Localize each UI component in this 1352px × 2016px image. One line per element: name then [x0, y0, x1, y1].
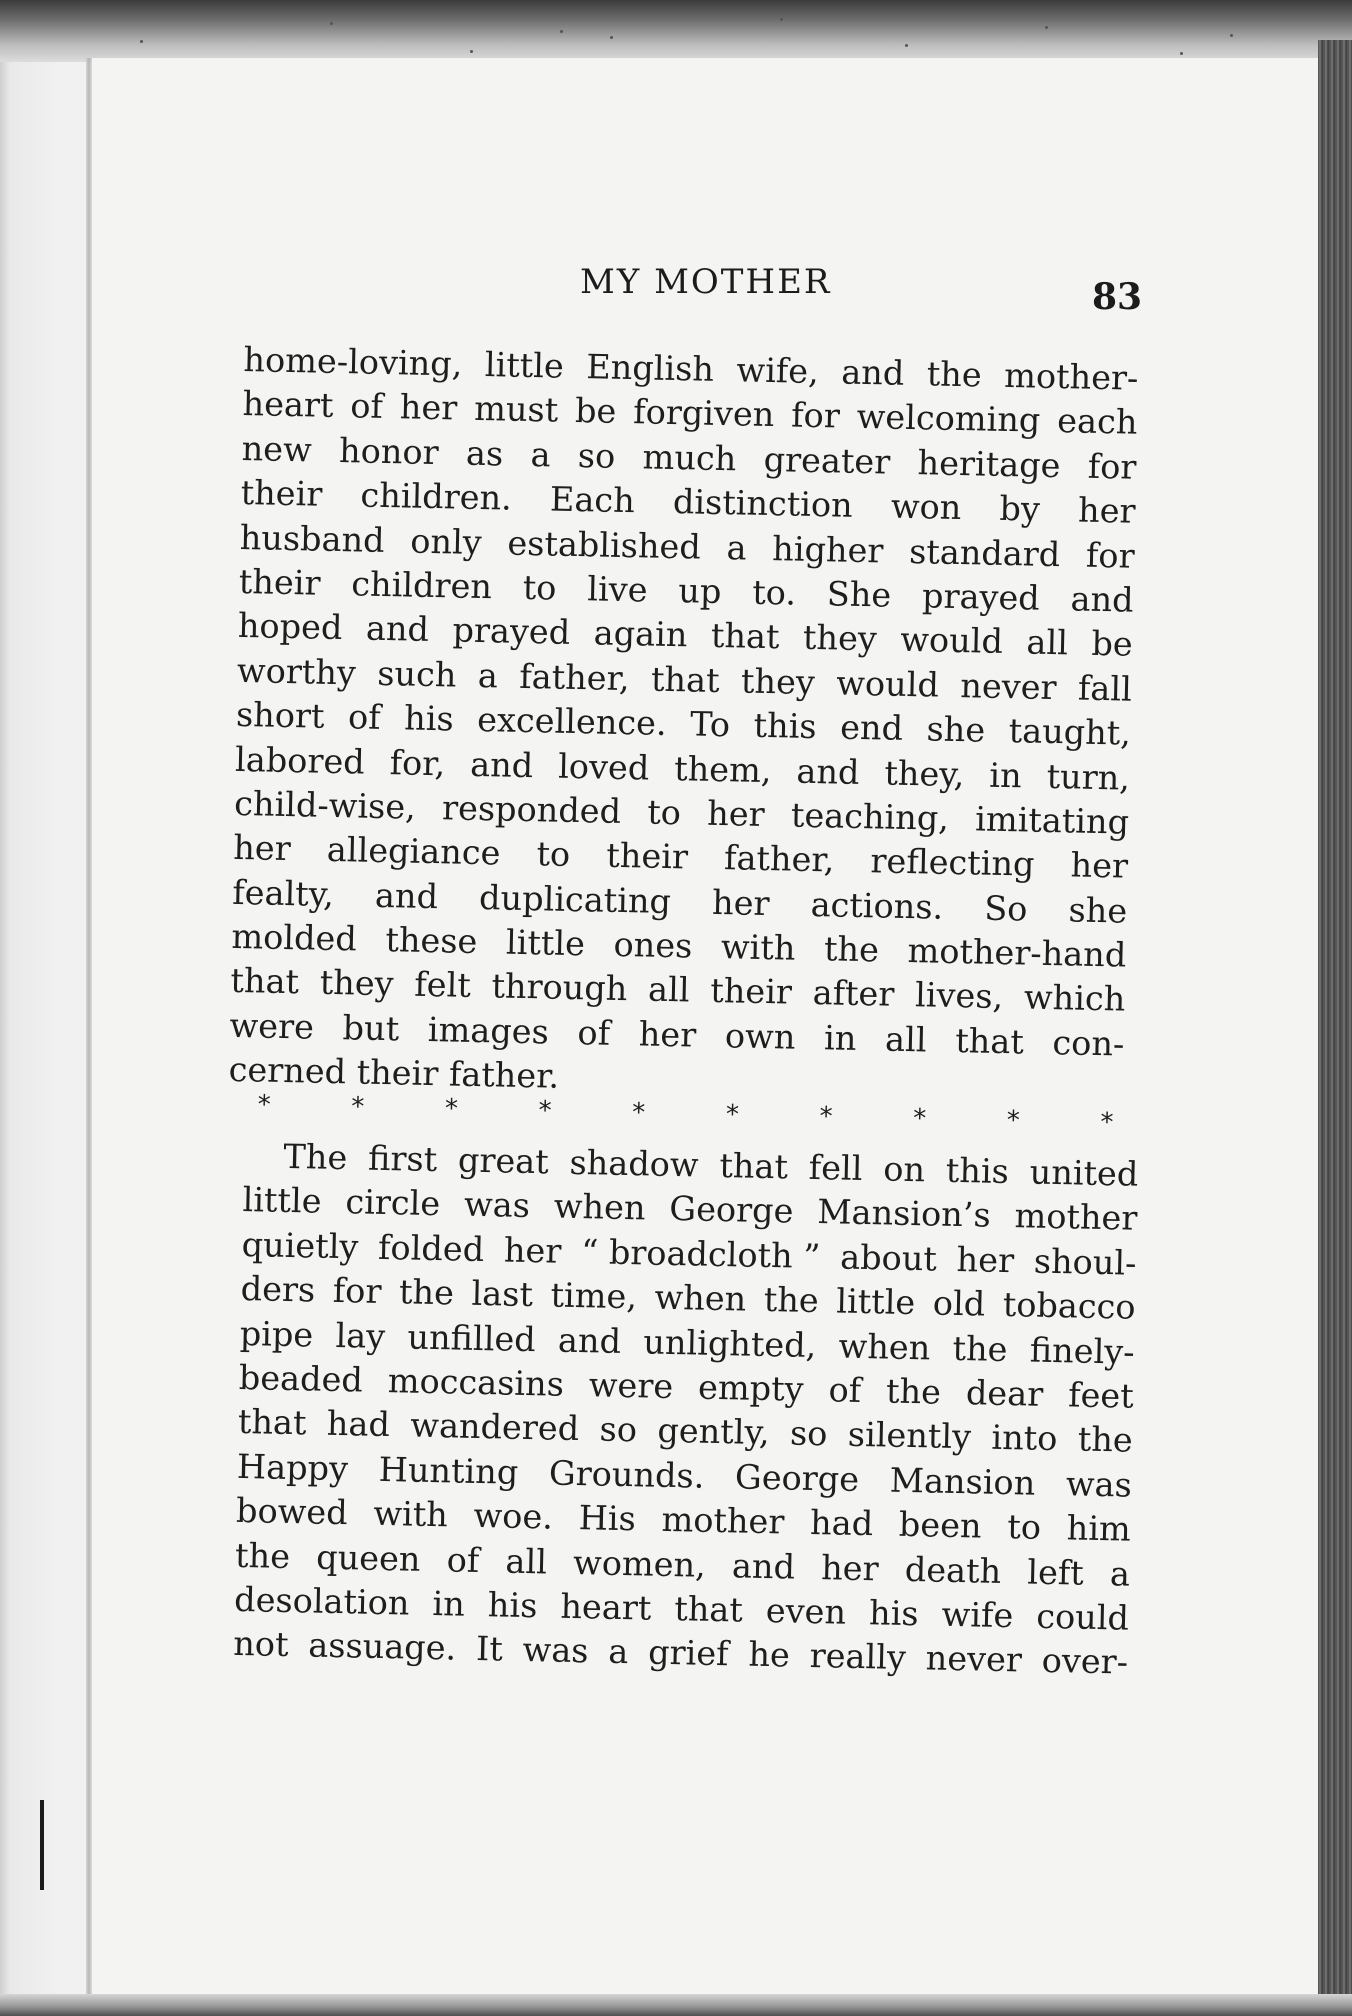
- word: for,: [389, 742, 446, 783]
- word: allegiance: [326, 830, 501, 873]
- word: loved: [557, 746, 650, 788]
- word: he: [748, 1634, 791, 1675]
- word: his: [403, 698, 455, 739]
- word: the: [885, 1371, 942, 1412]
- word: her: [711, 882, 770, 923]
- word: Hunting: [378, 1449, 519, 1492]
- word: the: [926, 354, 983, 395]
- separator-star: *: [631, 1097, 646, 1129]
- word: wife,: [736, 350, 820, 392]
- word: about: [839, 1237, 938, 1279]
- word: and: [796, 751, 860, 792]
- word: mother-: [1003, 355, 1139, 398]
- word: a: [477, 655, 499, 696]
- word: would: [835, 663, 940, 705]
- word: It: [475, 1629, 504, 1669]
- word: for: [1087, 446, 1137, 487]
- word: up: [678, 571, 722, 612]
- separator-star: *: [444, 1093, 459, 1125]
- word: the: [234, 1535, 291, 1576]
- paragraph-2: [233, 1134, 1139, 1685]
- word: even: [765, 1590, 847, 1632]
- word: So: [983, 888, 1028, 929]
- word: gently,: [657, 1411, 770, 1453]
- word: that: [237, 1402, 307, 1443]
- word: their: [605, 836, 689, 877]
- word: her: [1077, 490, 1136, 531]
- word: she: [1068, 890, 1128, 931]
- scan-speck: [330, 22, 333, 25]
- separator-star: *: [351, 1091, 365, 1123]
- word: in: [432, 1583, 466, 1624]
- word: fall: [1077, 668, 1133, 709]
- separator-star: *: [1100, 1107, 1114, 1138]
- word: these: [385, 920, 478, 962]
- scan-speck: [560, 30, 563, 33]
- word: distinction: [672, 482, 854, 525]
- word: were: [588, 1365, 674, 1406]
- word: must: [473, 389, 559, 430]
- word: all: [1026, 622, 1069, 663]
- word: over-: [1041, 1641, 1129, 1682]
- separator-star: *: [912, 1103, 927, 1134]
- word: to.: [751, 572, 797, 613]
- scan-bottom-edge: [0, 1994, 1352, 2016]
- word: that: [719, 1145, 789, 1187]
- word: own: [724, 1016, 796, 1057]
- word: left: [1026, 1552, 1085, 1593]
- scan-speck: [470, 50, 473, 53]
- word: they,: [884, 753, 965, 794]
- word: this: [753, 705, 818, 747]
- word: and: [840, 352, 905, 393]
- word: the: [952, 1328, 1008, 1369]
- word: turn,: [1046, 756, 1131, 798]
- word: English: [585, 347, 715, 389]
- word: the: [398, 1272, 455, 1313]
- scan-top-edge: [0, 0, 1352, 62]
- word: such: [376, 653, 457, 695]
- word: were: [229, 1005, 315, 1047]
- word: To: [689, 704, 731, 745]
- word: child-wise,: [233, 783, 417, 827]
- word: they: [319, 963, 394, 1004]
- word: a: [1109, 1553, 1131, 1594]
- word: really: [809, 1636, 907, 1678]
- word: new: [241, 428, 313, 470]
- scan-speck: [1045, 26, 1048, 29]
- word: children.: [360, 475, 513, 518]
- margin-mark: [40, 1800, 44, 1890]
- separator-star: *: [819, 1101, 833, 1133]
- word: be: [574, 391, 617, 432]
- word: imitating: [974, 799, 1130, 842]
- word: again: [593, 613, 688, 655]
- word: silently: [847, 1415, 972, 1457]
- word: so: [789, 1413, 828, 1454]
- word: for: [1085, 535, 1135, 576]
- word: be: [1091, 624, 1134, 665]
- word: into: [991, 1418, 1058, 1459]
- word: tobacco: [1002, 1285, 1136, 1327]
- word: molded: [231, 916, 358, 959]
- word: to: [646, 792, 682, 833]
- word: in: [823, 1018, 857, 1058]
- word: established: [507, 523, 702, 567]
- word: duplicating: [478, 877, 672, 921]
- word: higher: [771, 528, 884, 570]
- word: short: [235, 695, 325, 736]
- word: ones: [613, 924, 693, 966]
- word: to: [536, 834, 571, 875]
- word: The: [283, 1136, 348, 1178]
- word: labored: [234, 739, 366, 782]
- word: end: [839, 707, 904, 749]
- separator-star: *: [1006, 1105, 1021, 1136]
- word: which: [1023, 977, 1126, 1020]
- word: they: [740, 661, 816, 702]
- word: Each: [549, 479, 636, 521]
- word: dear: [965, 1373, 1044, 1414]
- word: they: [802, 618, 878, 659]
- word: death: [904, 1549, 1002, 1591]
- word: on: [882, 1149, 926, 1190]
- word: all: [884, 1019, 927, 1060]
- word: would: [899, 620, 1004, 662]
- scan-speck: [140, 40, 143, 43]
- word: her: [232, 828, 292, 869]
- word: not: [232, 1624, 289, 1665]
- word: moccasins: [387, 1361, 565, 1404]
- word: Mansion: [889, 1460, 1036, 1503]
- word: lay: [335, 1315, 386, 1356]
- word: fell: [808, 1147, 863, 1188]
- word: heritage: [917, 442, 1061, 485]
- word: unfilled: [407, 1317, 537, 1359]
- word: forgiven: [632, 392, 775, 435]
- word: great: [457, 1140, 550, 1182]
- word: their: [238, 561, 321, 603]
- word: her: [399, 387, 458, 428]
- word: shoul-: [1033, 1241, 1137, 1283]
- word: could: [1035, 1596, 1130, 1638]
- word: worthy: [236, 650, 357, 693]
- word: beaded: [238, 1357, 364, 1400]
- word: each: [1056, 401, 1138, 443]
- word: never: [959, 665, 1057, 707]
- word: fealty,: [231, 872, 335, 914]
- word: when: [838, 1326, 931, 1367]
- word: of: [828, 1370, 862, 1410]
- word: standard: [908, 531, 1061, 574]
- word: time,: [550, 1275, 638, 1317]
- word: that: [230, 961, 300, 1002]
- word: grief: [647, 1632, 729, 1674]
- word: live: [586, 569, 648, 610]
- word: little: [505, 922, 586, 964]
- word: their: [709, 971, 793, 1013]
- word: them,: [673, 748, 772, 790]
- word: with: [720, 927, 796, 968]
- word: and: [365, 608, 430, 650]
- word: wandered: [409, 1405, 580, 1449]
- word: that: [673, 1589, 744, 1630]
- page-stack-edge: [1318, 40, 1352, 2016]
- word: the: [1077, 1419, 1134, 1461]
- word: wife: [941, 1594, 1014, 1636]
- word: that: [954, 1020, 1025, 1062]
- word: was: [463, 1185, 531, 1226]
- word: home-loving,: [243, 339, 463, 384]
- word: father,: [518, 656, 631, 698]
- word: prayed: [921, 576, 1041, 618]
- word: mother-hand: [907, 931, 1127, 975]
- word: so: [599, 1409, 638, 1450]
- word: little: [242, 1180, 322, 1222]
- scan-speck: [905, 44, 908, 47]
- word: “ broadcloth ”: [580, 1231, 821, 1276]
- word: felt: [413, 965, 472, 1006]
- word: so: [577, 435, 616, 476]
- word: been: [898, 1504, 982, 1546]
- word: Grounds.: [548, 1453, 705, 1496]
- word: had: [326, 1404, 391, 1445]
- word: and: [1070, 579, 1135, 620]
- word: hoped: [237, 606, 343, 648]
- word: George: [734, 1457, 860, 1499]
- word: circle: [345, 1182, 441, 1224]
- word: actions.: [810, 884, 944, 927]
- word: united: [1029, 1152, 1139, 1194]
- word: greater: [763, 439, 891, 482]
- word: her: [820, 1547, 880, 1588]
- separator-star: *: [725, 1099, 740, 1131]
- word: Happy: [236, 1446, 349, 1488]
- scan-speck: [1180, 52, 1183, 55]
- word: first: [367, 1138, 438, 1180]
- word: and: [557, 1320, 622, 1361]
- word: assuage.: [307, 1625, 457, 1668]
- word: as: [465, 433, 504, 474]
- word: of: [347, 697, 382, 738]
- word: mother: [661, 1499, 785, 1542]
- word: women,: [572, 1542, 707, 1585]
- word: quietly: [241, 1224, 359, 1267]
- word: the: [823, 929, 880, 970]
- word: for: [790, 395, 841, 436]
- word: of: [349, 386, 384, 427]
- word: a: [726, 527, 747, 568]
- paragraph-1: [228, 338, 1139, 1111]
- running-header: MY MOTHER: [580, 262, 832, 302]
- word: she: [926, 709, 986, 750]
- word: his: [487, 1585, 538, 1626]
- word: him: [1066, 1508, 1132, 1549]
- word: was: [1065, 1464, 1133, 1505]
- word: responded: [441, 788, 622, 831]
- word: folded: [377, 1227, 485, 1269]
- word: shadow: [569, 1142, 699, 1185]
- word: of: [577, 1013, 611, 1053]
- word: little: [835, 1281, 916, 1323]
- word: George: [669, 1189, 794, 1231]
- word: taught,: [1008, 711, 1132, 753]
- scan-speck: [1230, 34, 1233, 37]
- word: honor: [338, 430, 440, 472]
- word: images: [427, 1009, 550, 1052]
- word: through: [491, 966, 628, 1009]
- word: mother: [1014, 1196, 1138, 1239]
- word: for: [332, 1271, 382, 1312]
- word: prayed: [452, 610, 571, 653]
- word: bowed: [235, 1491, 349, 1533]
- word: father,: [723, 838, 835, 880]
- word: her: [503, 1230, 562, 1271]
- word: con-: [1052, 1022, 1125, 1064]
- separator-star: *: [257, 1090, 271, 1121]
- word: a: [607, 1632, 629, 1672]
- word: heart: [560, 1586, 652, 1628]
- word: after: [812, 973, 895, 1015]
- word: the: [763, 1280, 820, 1321]
- word: their: [240, 473, 323, 514]
- word: His: [578, 1498, 637, 1539]
- word: this: [945, 1150, 1010, 1192]
- word: desolation: [233, 1579, 410, 1623]
- word: and: [469, 744, 534, 785]
- word: her: [956, 1239, 1015, 1280]
- word: to: [522, 567, 557, 608]
- word: her: [638, 1014, 697, 1055]
- word: heart: [242, 384, 334, 426]
- word: pipe: [239, 1313, 314, 1355]
- word: cerned their father.: [228, 1050, 560, 1097]
- word: much: [642, 437, 737, 479]
- word: in: [989, 755, 1023, 795]
- word: children: [350, 564, 493, 607]
- word: to: [1006, 1507, 1042, 1547]
- scan-speck: [780, 18, 783, 21]
- scan-speck: [610, 36, 613, 39]
- word: with: [373, 1493, 449, 1535]
- word: unlighted,: [642, 1321, 817, 1365]
- word: that: [710, 616, 780, 657]
- word: a: [530, 434, 551, 475]
- word: feet: [1067, 1375, 1135, 1416]
- word: finely-: [1029, 1330, 1135, 1372]
- word: last: [471, 1273, 534, 1315]
- word: her: [1070, 845, 1129, 886]
- word: teaching,: [790, 795, 950, 838]
- word: won: [890, 486, 962, 528]
- word: She: [826, 574, 892, 615]
- word: her: [706, 793, 766, 834]
- word: all: [505, 1541, 548, 1581]
- word: queen: [315, 1537, 421, 1579]
- word: had: [809, 1503, 874, 1544]
- page-number: 83: [1092, 276, 1143, 318]
- word: old: [932, 1283, 986, 1324]
- word: all: [647, 970, 690, 1010]
- word: and: [731, 1545, 796, 1587]
- word: was: [522, 1630, 589, 1671]
- word: reflecting: [870, 841, 1035, 884]
- word: welcoming: [856, 397, 1041, 441]
- word: lives,: [914, 975, 1004, 1017]
- word: of: [446, 1539, 480, 1580]
- gutter-fold: [86, 58, 92, 1998]
- word: ders: [240, 1269, 316, 1310]
- word: but: [342, 1008, 400, 1049]
- word: little: [484, 345, 565, 386]
- separator-star: *: [538, 1095, 552, 1127]
- word: husband: [239, 517, 385, 560]
- word: when: [654, 1277, 747, 1319]
- word: never: [925, 1638, 1023, 1680]
- word: his: [868, 1593, 919, 1634]
- word: only: [409, 521, 483, 562]
- word: excellence.: [476, 700, 668, 744]
- word: and: [374, 875, 439, 916]
- word: that: [650, 659, 720, 700]
- word: Mansion’s: [816, 1192, 992, 1236]
- word: empty: [697, 1367, 804, 1409]
- word: by: [999, 489, 1041, 529]
- word: when: [553, 1186, 646, 1228]
- word: woe.: [473, 1496, 554, 1537]
